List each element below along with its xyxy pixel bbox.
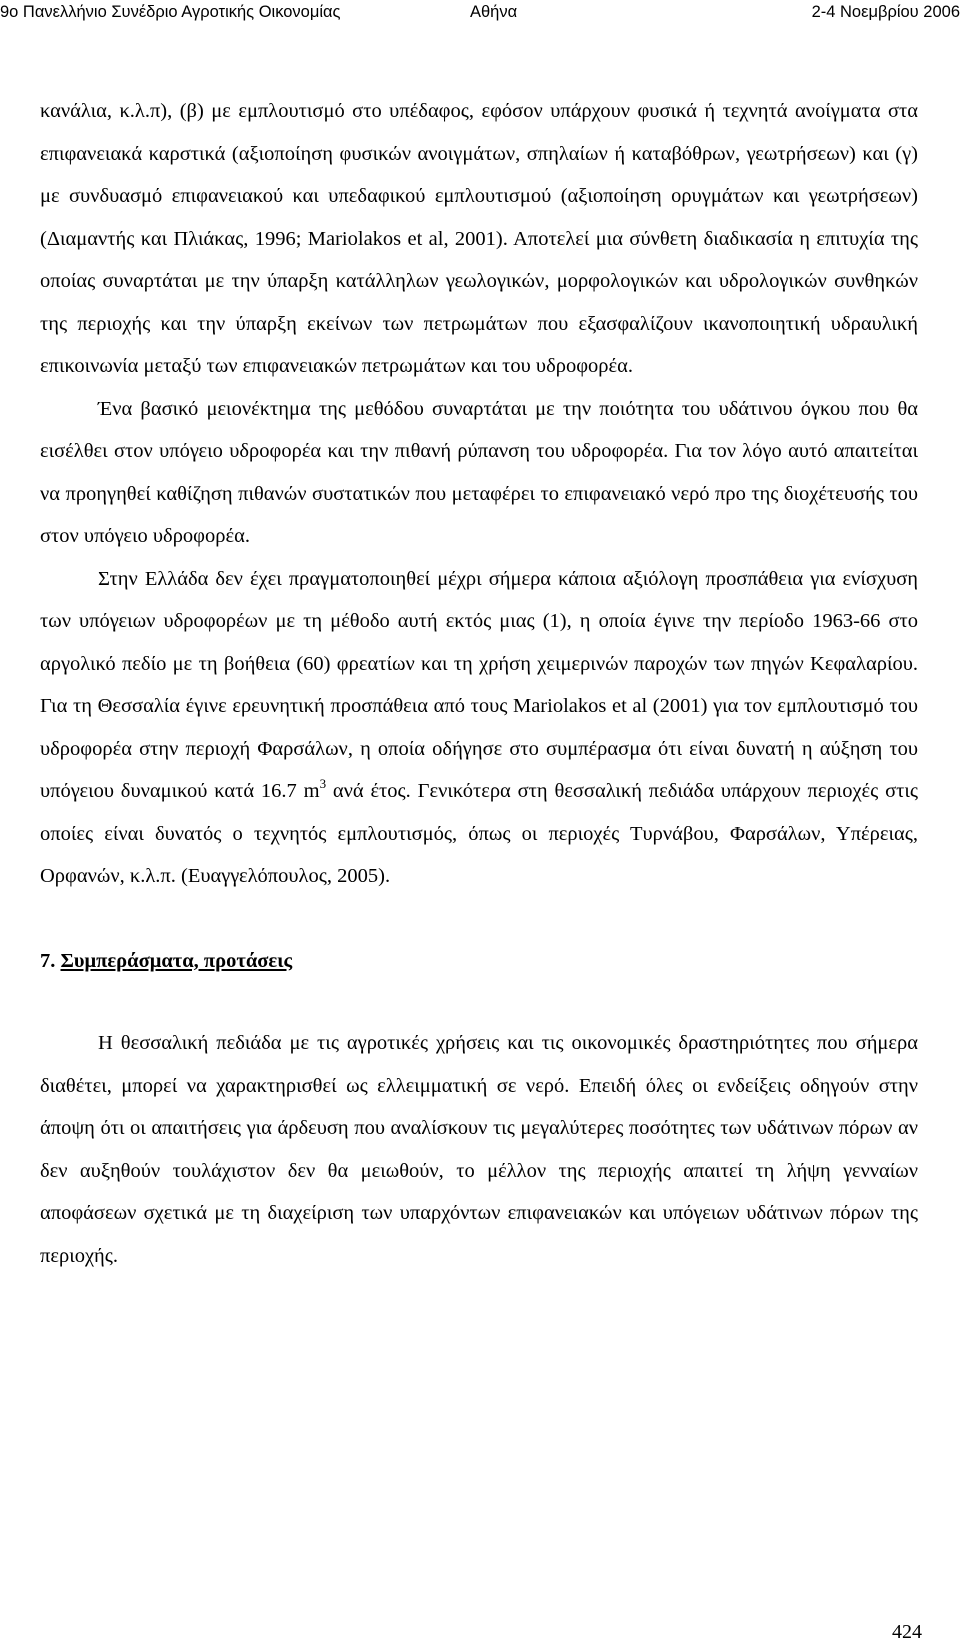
header-city: Αθήνα (470, 3, 518, 21)
section-number: 7. (40, 949, 56, 972)
section-spacer-bottom (40, 982, 918, 1022)
paragraph-greece-experience (40, 558, 918, 898)
page-header (0, 0, 960, 24)
page-number: 424 (892, 1621, 922, 1643)
section-heading (40, 940, 918, 983)
paragraph-greece-text-start: Στην Ελλάδα δεν έχει πραγματοποιηθεί μέχρι σήμερα κάποια αξιόλογη προσπάθεια για ενίσχυση των υπόγειων υδροφορέων με τη μέθοδο αυτή εκτός μιας (1), η οποία έγινε την περίοδο 1963-66 στο αργολικό πεδίο με τη βοήθεια (60) φρεατίων και τη χρήση χειμερινών παροχών των πηγών Κεφαλαρίου. Για τη Θεσσαλία έγινε ερευνητική προσπάθεια από τους Mariolakos et al (2001) για τον εμπλουτισμό του υδροφορέα στην περιοχή Φαρσάλων, η οποία οδήγησε στο συμπέρασμα ότι είναι δυνατή η αύξηση του υπόγειου δυναμικού κατά 16.7 m (40, 567, 918, 802)
section-title: Συμπεράσματα, προτάσεις (60, 949, 293, 972)
header-date: 2-4 Νοεμβρίου 2006 (811, 3, 960, 21)
paragraph-recharge-methods: κανάλια, κ.λ.π), (β) με εμπλουτισμό στο υπέδαφος, εφόσον υπάρχουν φυσικά ή τεχνητά ανοίγματα στα επιφανειακά καρστικά (αξιοποίηση φυσικών ανοιγμάτων, σπηλαίων ή καταβόθρων, γεωτρήσεων) και (γ) με συνδυασμό επιφανειακού και υπεδαφικού εμπλουτισμού (αξιοποίηση ορυγμάτων και γεωτρήσεων) (Διαμαντής και Πλιάκας, 1996; Mariolakos et al, 2001). Αποτελεί μια σύνθετη διαδικασία η επιτυχία της οποίας συναρτάται με την ύπαρξη κατάλληλων γεωλογικών, μορφολογικών και υδρολογικών συνθηκών της περιοχής και την ύπαρξη εκείνων των πετρωμάτων που εξασφαλίζουν ικανοποιητική υδραυλική επικοινωνία μεταξύ των επιφανειακών πετρωμάτων και του υδροφορέα. (40, 100, 918, 377)
paragraph-greece-text-end: ανά έτος. Γενικότερα στη θεσσαλική πεδιάδα υπάρχουν περιοχές στις οποίες είναι δυνατός ο τεχνητός εμπλουτισμός, όπως οι περιοχές Τυρνάβου, Φαρσάλων, Υπέρειας, Ορφανών, κ.λ.π. (Ευαγγελόπουλος, 2005). (40, 780, 919, 887)
page-body (40, 90, 918, 1277)
paragraph-method-disadvantage: Ένα βασικό μειονέκτημα της μεθόδου συναρτάται με την ποιότητα του υδάτινου όγκου που θα εισέλθει στον υπόγειο υδροφορέα και την πιθανή ρύπανση του υδροφορέα. Για τον λόγο αυτό απαιτείται να προηγηθεί καθίζηση πιθανών συστατικών που μεταφέρει το επιφανειακό νερό προ της διοχέτευσής του στον υπόγειο υδροφορέα. (40, 397, 918, 547)
section-spacer-top (40, 898, 918, 940)
unit-superscript: 3 (319, 776, 327, 791)
header-conference-name: 9ο Πανελλήνιο Συνέδριο Αγροτικής Οικονομίας (0, 3, 341, 21)
paragraph-conclusions: Η θεσσαλική πεδιάδα με τις αγροτικές χρήσεις και τις οικονομικές δραστηριότητες που σήμερα διαθέτει, μπορεί να χαρακτηρισθεί ως ελλειμματική σε νερό. Επειδή όλες οι ενδείξεις οδηγούν στην άποψη ότι οι απαιτήσεις για άρδευση που αναλίσκουν τις μεγαλύτερες ποσότητες των υδάτινων πόρων αν δεν αυξηθούν τουλάχιστον δεν θα μειωθούν, το μέλλον της περιοχής απαιτεί τη λήψη γενναίων αποφάσεων σχετικά με τη διαχείριση των υπαρχόντων επιφανειακών και υπόγειων υδάτινων πόρων της περιοχής. (40, 1032, 918, 1267)
